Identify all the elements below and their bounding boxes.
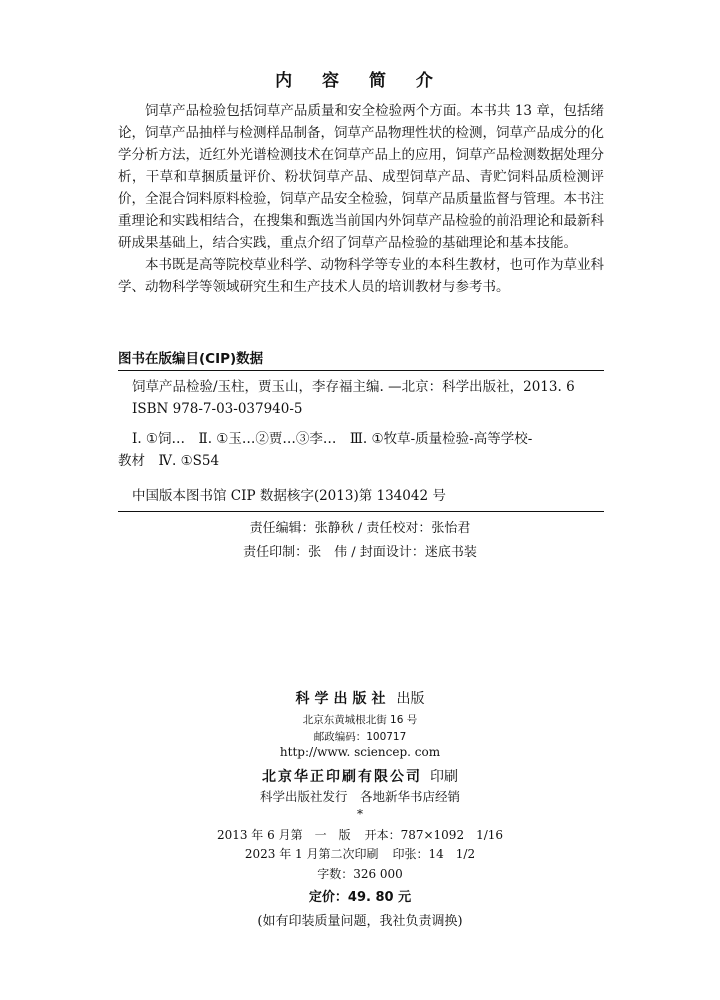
printer-suffix: 印刷 [430, 769, 458, 785]
summary-section [118, 100, 604, 298]
cip-isbn-line: ISBN 978-7-03-037940-5 [132, 401, 303, 417]
printer-line [0, 766, 720, 786]
publisher-suffix: 出版 [396, 691, 425, 707]
summary-paragraph-2: 本书既是高等院校草业科学、动物科学等专业的本科生教材，也可作为草业科学、动物科学等领域研究生和生产技术人员的培训教材与参考书。 [118, 257, 604, 295]
cip-title-line: 饲草产品检验/玉柱，贾玉山，李存福主编. —北京：科学出版社，2013. 6 [132, 379, 575, 395]
cip-number-line: 中国版本图书馆 CIP 数据核字(2013)第 134042 号 [132, 488, 446, 504]
publisher-url: http://www. sciencep. com [279, 745, 441, 759]
format-size: 开本：787×1092 1/16 [364, 828, 504, 842]
quality-note: (如有印装质量问题，我社负责调换) [257, 914, 463, 929]
publisher-line [0, 688, 720, 708]
word-count: 字数：326 000 [317, 867, 403, 881]
edition-line [0, 826, 720, 843]
cip-record-block [118, 376, 604, 420]
publisher-address: 北京东黄城根北街 16 号 [302, 714, 418, 726]
price: 定价：49. 80 元 [308, 890, 412, 905]
publisher-postcode: 邮政编码：100717 [313, 731, 407, 743]
cip-number-block [118, 485, 604, 507]
summary-paragraph-1: 饲草产品检验包括饲草产品质量和安全检验两个方面。本书共 13 章，包括绪论，饲草产品抽样与检测样品制备，饲草产品物理性状的检测，饲草产品成分的化学分析方法，近红外光谱检测技术在饲草产品上的应用，饲草产品检测数据处理分析，干草和草捆质量评价、粉状饲草产品、成型饲草产品、青贮饲料品质检测评价，全混合饲料原料检验，饲草产品安全检验，饲草产品质量监督与管理。本书注重理论和实践相结合，在搜集和甄选当前国内外饲草产品检验的前沿理论和最新科研成果基础上，结合实践，重点介绍了饲草产品检验的基础理论和基本技能。 [118, 103, 604, 251]
cip-heading: 图书在版编目(CIP)数据 [118, 351, 264, 367]
credits-line-2: 责任印制：张 伟 / 封面设计：迷底书装 [243, 545, 477, 560]
cip-classification-line-1: Ⅰ. ①饲… Ⅱ. ①玉…②贾…③李… Ⅲ. ①牧草-质量检验-高等学校- [132, 431, 533, 447]
separator-star: * [357, 807, 363, 821]
cip-top-rule [118, 370, 604, 371]
printer-brand: 北京华正印刷有限公司 [262, 769, 422, 785]
cip-bottom-rule [118, 511, 604, 512]
printed-sheets: 印张：14 1/2 [392, 847, 476, 861]
publisher-brand: 科学出版社 [295, 691, 391, 707]
printing-date: 2023 年 1 月第二次印刷 [244, 847, 379, 861]
edition-date: 2013 年 6 月第 一 版 [216, 828, 351, 842]
page-title: 内 容 简 介 [275, 71, 445, 91]
credits-line-1: 责任编辑：张静秋 / 责任校对：张怡君 [249, 521, 471, 536]
printing-line [0, 845, 720, 862]
cip-classification-block [118, 428, 604, 472]
distribution-line: 科学出版社发行 各地新华书店经销 [259, 789, 460, 804]
cip-classification-line-2: 教材 Ⅳ. ①S54 [118, 453, 220, 469]
